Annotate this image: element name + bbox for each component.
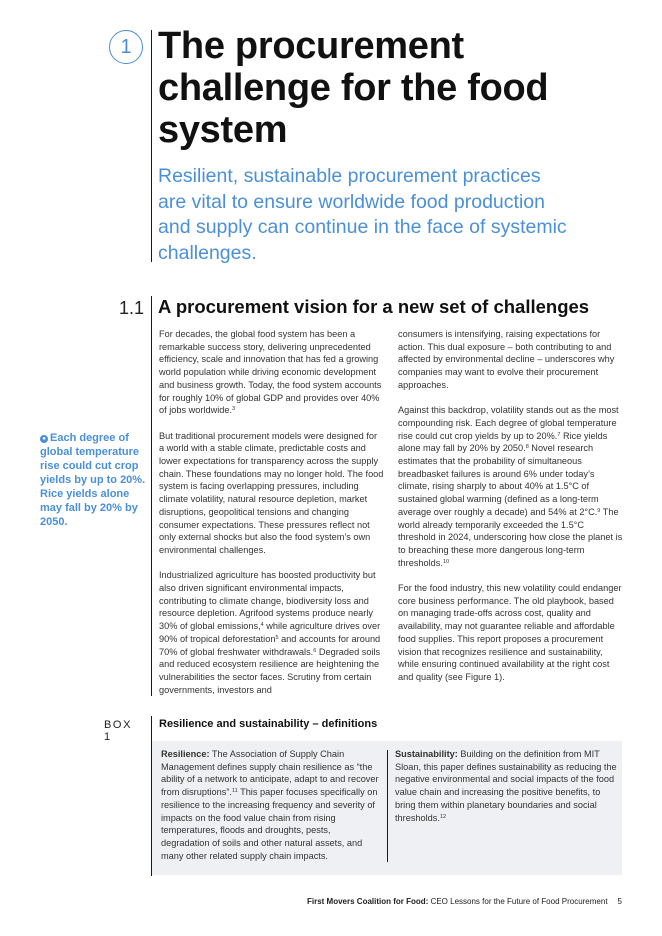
definition-term: Sustainability:: [395, 749, 458, 759]
body-paragraph: Industrialized agriculture has boosted productivity but also driven significant environmental impacts, contributing to climate change, biodiversity loss and resource depletion. Agrifood systems produce nearly 30% of global emissions,$^4$ while agriculture drives over 90% of tropical deforestation$^5$ and accounts for around 70% of global freshwater withdrawals.$^6$ Degraded soils and reduced ecosystem resilience are heightening the vulnerabilities the sector faces. Scrutiny from certain governments, investors and: [159, 570, 381, 695]
footnote-ref[interactable]: 5: [275, 634, 279, 641]
section-number: 1.1: [118, 298, 144, 318]
footnote-ref[interactable]: 9: [597, 507, 601, 514]
footnote-ref[interactable]: 10: [442, 558, 450, 565]
box-label: BOX 1: [104, 719, 133, 743]
chapter-lead-text: Resilient, sustainable procurement practices are vital to ensure worldwide food production and supply can continue in the face of systemic challenges.: [158, 165, 567, 264]
body-column-right: [398, 328, 623, 696]
footnote-ref[interactable]: 4: [260, 622, 264, 629]
definition-term: Resilience:: [161, 749, 210, 759]
body-column-left: [159, 328, 384, 709]
body-paragraph: For the food industry, this new volatility could endanger core business performance. The old playbook, based on managing trade-offs across cost, quality and availability, may not guarantee reliable and affordable food supplies. This report proposes a procurement vision that recognizes resilience and sustainability, while ensuring continued availability at the right cost and quality (see Figure 1).: [398, 583, 622, 682]
section-divider-line: [151, 296, 152, 696]
body-paragraph: consumers is intensifying, raising expectations for action. This dual exposure – both contributing to and affected by environmental decline – underscores why companies may want to evolve their procurement approaches.: [398, 329, 615, 390]
footnote-ref[interactable]: 8: [525, 444, 529, 451]
body-paragraph: But traditional procurement models were designed for a world with a stable climate, predictable costs and lower expectations for transparency across the supply chain. These foundations may no longer hold. The food system is facing overlapping pressures, including climate volatility, natural resource depletion, market disruptions, geopolitical tensions and changing consumer expectations. These pressures reflect not only external shocks but also the food system’s own environmental challenges.: [159, 430, 384, 555]
pull-quote-text: Each degree of global temperature rise could cut crop yields by up to 20%. Rice yields alone may fall by 20% by 2050.: [40, 432, 146, 528]
footnote-ref[interactable]: 7: [557, 431, 561, 438]
body-paragraph: Against this backdrop, volatility stands out as the most compounding risk. Each degree of global temperature rise could cut crop yields by up to 20%.$^7$ Rice yields alone may fall by 20% by 2050.$^8$ Novel research estimates that the probability of simultaneous breadbasket failures is around 6% under today’s climate, rising sharply to about 40% at 1.5°C of sustained global warming (defined as a long-term average over roughly a decade) and 54% at 2°C.$^9$ The world already temporarily exceeded the 1.5°C threshold in 2024, underscoring how close the planet is to breaching these more dangerous long-term thresholds.$^{10}$: [398, 405, 623, 568]
body-paragraph: For decades, the global food system has been a remarkable success story, delivering unprecedented efficiency, scale and innovation that has fed a growing world population while driving economic development and business growth. Today, the food system accounts for roughly 10% of global GDP and provides over 40% of jobs worldwide.$^3$: [159, 329, 382, 416]
box-title: Resilience and sustainability – definitions: [159, 718, 378, 730]
footnote-ref[interactable]: 12: [439, 813, 447, 820]
footer-title: CEO Lessons for the Future of Food Procurement: [428, 897, 608, 906]
chapter-divider-line: [151, 30, 152, 262]
info-circle-icon: ●: [40, 435, 48, 443]
footnote-ref[interactable]: 11: [231, 788, 238, 795]
footer-publisher: First Movers Coalition for Food:: [307, 897, 429, 906]
chapter-number-badge: 1: [109, 30, 143, 64]
box-column-divider: [387, 750, 388, 862]
footnote-ref[interactable]: 3: [232, 406, 236, 413]
box-resilience-definition: Resilience: The Association of Supply Chain Management defines supply chain resilience as “the ability of a network to anticipate, adapt to and recover from disruptions”.$^{11}$ This paper focuses specifically on resilience to the increasing frequency and severity of impacts on the food value chain from rising temperatures, floods and droughts, pests, degradation of soils and other natural assets, and many other related supply chain impacts.: [161, 749, 379, 861]
footnote-ref[interactable]: 6: [313, 647, 317, 654]
section-title: A procurement vision for a new set of challenges: [158, 296, 590, 317]
chapter-title: The procurement challenge for the food system: [158, 25, 549, 151]
pull-quote: [40, 431, 150, 529]
page-number: 5: [617, 897, 622, 906]
page-footer: [307, 897, 622, 906]
box-sustainability-definition: Sustainability: Building on the definition from MIT Sloan, this paper defines sustainability as reducing the negative environmental and social impacts of the food value chain and increasing the positive benefits, to bring them within planetary boundaries and social thresholds.$^{12}$: [395, 749, 617, 823]
